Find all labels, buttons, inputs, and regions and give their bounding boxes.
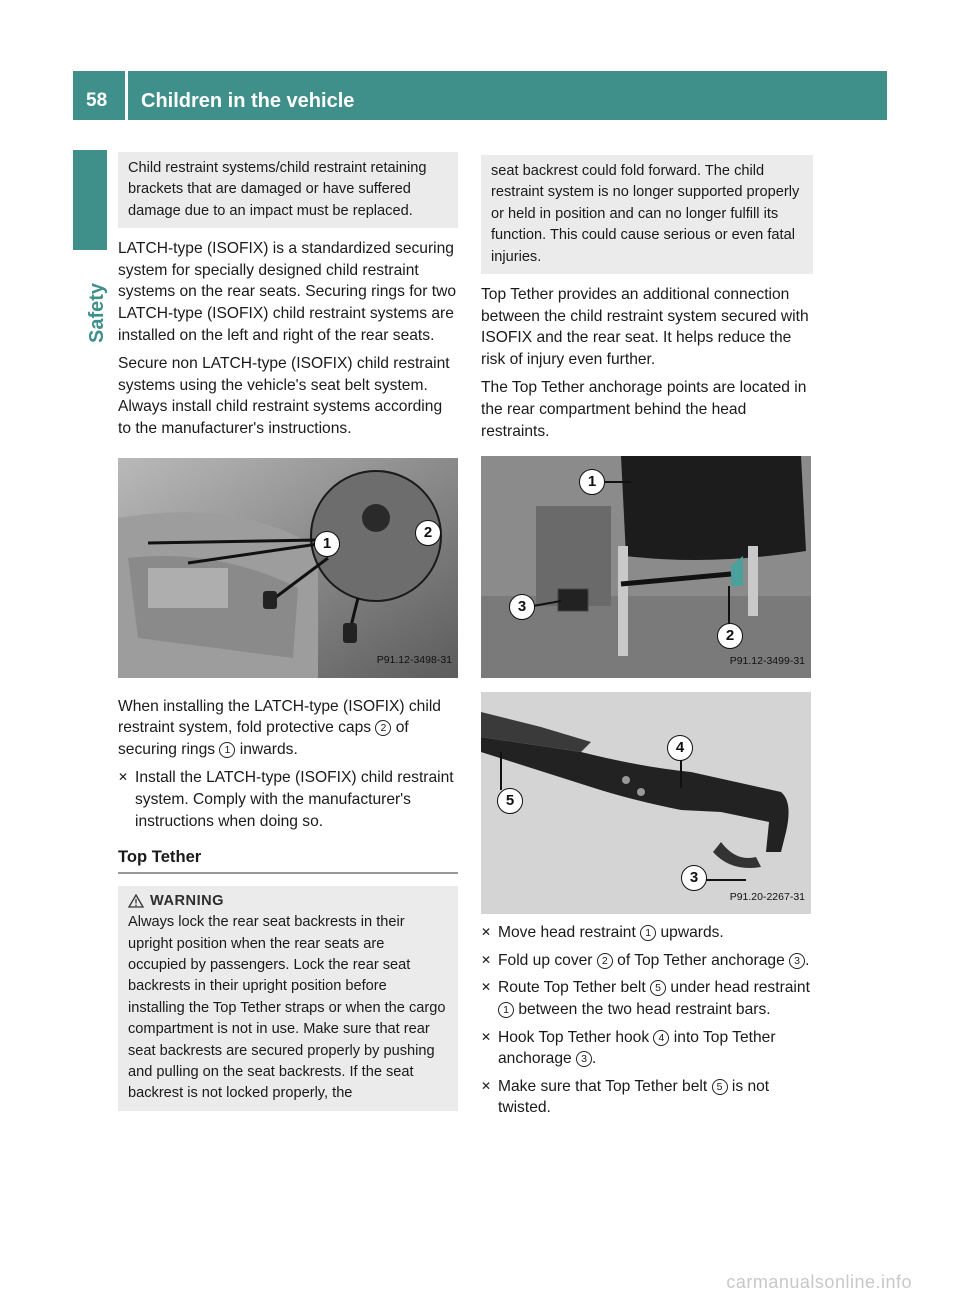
tether-illustration [481,692,811,914]
section-tab [72,255,120,345]
step-text: Install the LATCH-type (ISOFIX) child restraint system. Comply with the manufacturer's instructions when doing so. [135,769,454,830]
right-column [481,155,813,1125]
text: upwards. [656,924,724,942]
left-column [118,152,458,1111]
paragraph: LATCH-type (ISOFIX) is a standardized securing system for specially designed child restraint systems on the rear seats. Securing rings for two LATCH-type (ISOFIX) child restraint systems are installed on the left and right of the rear seats. [118,240,457,344]
text: inwards. [235,740,298,758]
note-text: Child restraint systems/child restraint retaining brackets that are damaged or have suffered damage due to an impact must be replaced. [128,160,427,219]
instruction-step [481,1076,813,1119]
side-marker [73,150,107,250]
text: of securing rings [118,719,409,758]
text: When installing the LATCH-type (ISOFIX) child restraint system, fold protective caps [118,697,441,737]
number-badge: 3 [576,1051,592,1067]
callout-3: 3 [509,594,535,620]
text: . [592,1050,597,1068]
text: Hook Top Tether hook [498,1028,654,1046]
number-badge: 1 [640,925,656,941]
arrow-icon: ✕ [481,1078,492,1093]
note-box [118,152,458,228]
section-tab-label: Safety [86,282,108,343]
chapter-title: Children in the vehicle [141,90,355,112]
arrow-icon: ✕ [118,770,129,785]
number-badge: 5 [712,1079,728,1095]
figure-code: P91.20-2267-31 [729,890,805,903]
paragraph: Top Tether provides an additional connection between the child restraint system secured with ISOFIX and the rear seat. It helps reduce the risk of injury even further. [481,286,809,368]
callout-1: 1 [314,531,340,557]
paragraph: The Top Tether anchorage points are located in the rear compartment behind the head restraints. [481,379,807,440]
text: Move head restraint [498,924,641,942]
warning-icon [128,894,144,908]
callout-4: 4 [667,735,693,761]
text: between the two head restraint bars. [514,1000,771,1018]
warning-continued-box [481,155,813,274]
watermark: carmanualsonline.info [726,1272,912,1292]
warning-text: Always lock the rear seat backrests in their upright position when the rear seats are occupied by passengers. Lock the rear seat backrests in their upright position before installing the Top Tether straps or when the cargo compartment is not in use. Make sure that rear seat backrests are secured properly by pushing and pulling on the seat backrests. If the seat backrest is not locked properly, the [128,914,446,1102]
text: Make sure that Top Tether belt [498,1077,712,1095]
callout-1: 1 [579,469,605,495]
warning-label: WARNING [150,892,225,909]
instruction-step [481,950,813,972]
instruction-step [481,1027,813,1070]
text: into Top Tether anchorage [498,1028,776,1068]
number-badge: 4 [653,1030,669,1046]
instruction-step [481,977,813,1020]
text: Route Top Tether belt [498,979,650,997]
arrow-icon: ✕ [481,925,492,940]
figure-code: P91.12-3499-31 [729,654,805,667]
isofix-illustration [118,458,458,678]
callout-5: 5 [497,788,523,814]
number-badge: 1 [219,742,235,758]
head-restraint-figure [481,456,811,678]
warning-box [118,886,458,1111]
head-restraint-illustration [481,456,811,678]
callout-3: 3 [681,865,707,891]
arrow-icon: ✕ [481,980,492,995]
number-badge: 2 [597,953,613,969]
paragraph [118,696,458,761]
text: under head restraint [666,979,810,997]
warning-header [128,891,446,912]
number-badge: 1 [498,1002,514,1018]
header-divider [125,71,128,120]
step-list [481,922,813,1119]
warning-text: seat backrest could fold forward. The child restraint system is no longer supported properly or held in position and can no longer fulfill its function. This could cause serious or even fatal injuries. [491,163,800,265]
number-badge: 5 [650,980,666,996]
text: of Top Tether anchorage [612,951,790,969]
section-title: Top Tether [118,846,458,874]
paragraph: Secure non LATCH-type (ISOFIX) child restraint systems using the vehicle's seat belt system. Always install child restraint systems according to the manufacturer's instructions. [118,355,450,437]
arrow-icon: ✕ [481,952,492,967]
instruction-step [481,922,813,944]
callout-2: 2 [717,623,743,649]
callout-2: 2 [415,520,441,546]
instruction-step [118,767,458,832]
number-badge: 2 [375,720,391,736]
text: Fold up cover [498,951,597,969]
page-number: 58 [86,90,108,111]
isofix-figure [118,458,458,678]
number-badge: 3 [789,953,805,969]
arrow-icon: ✕ [481,1029,492,1044]
text: . [805,951,810,969]
text: is not twisted. [498,1077,770,1117]
tether-figure [481,692,811,914]
figure-code: P91.12-3498-31 [376,653,452,666]
